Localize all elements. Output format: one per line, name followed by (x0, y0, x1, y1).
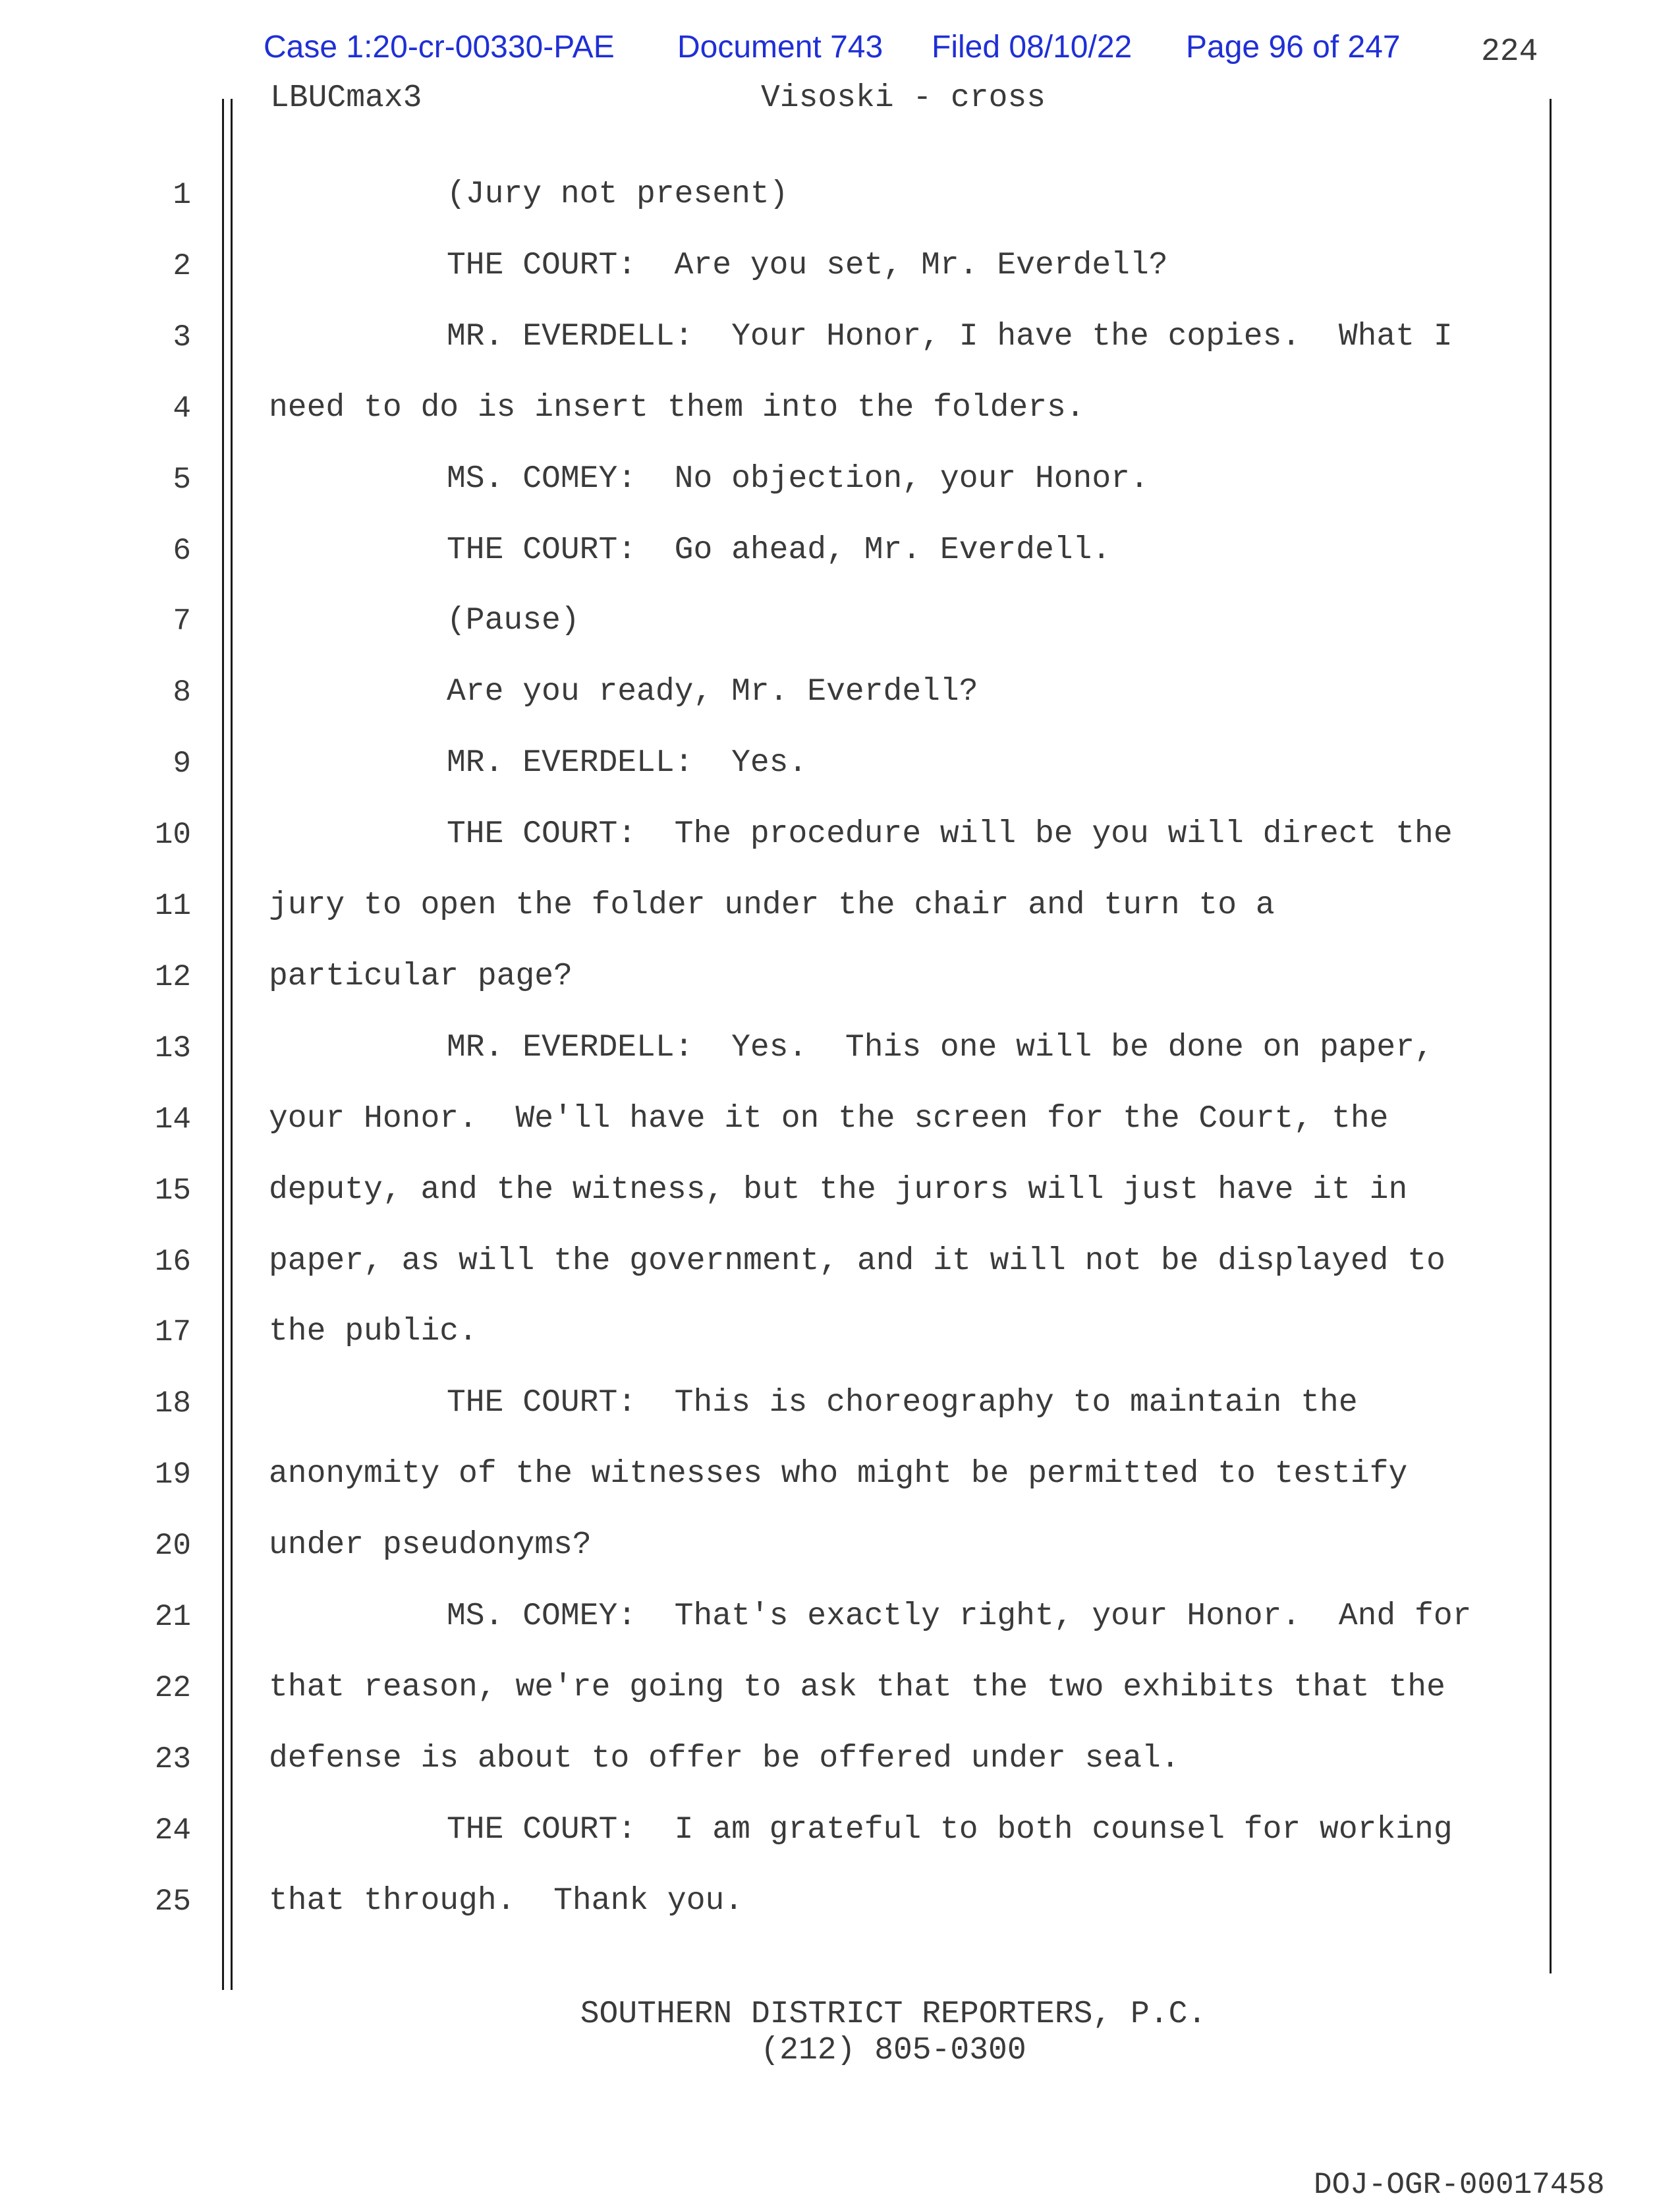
filed-date: Filed 08/10/22 (932, 30, 1133, 65)
line-number: 5 (173, 463, 191, 497)
transcript-line: THE COURT: Are you set, Mr. Everdell? (447, 248, 1168, 283)
line-number: 25 (154, 1885, 191, 1919)
line-number: 2 (173, 249, 191, 283)
line-number: 9 (173, 747, 191, 781)
line-number: 21 (154, 1600, 191, 1634)
footer-phone: (212) 805-0300 (760, 2033, 1026, 2068)
transcript-line: that reason, we're going to ask that the two exhibits that the (269, 1670, 1445, 1705)
transcript-line: jury to open the folder under the chair and turn to a (269, 888, 1275, 923)
bates-number: DOJ-OGR-00017458 (1314, 2168, 1605, 2202)
transcript-line: MR. EVERDELL: Yes. (447, 745, 808, 781)
transcript-line: that through. Thank you. (269, 1883, 744, 1919)
running-header-code: LBUCmax3 (270, 80, 422, 116)
line-number: 20 (154, 1529, 191, 1563)
transcript-line: MR. EVERDELL: Yes. This one will be done on paper, (447, 1030, 1434, 1065)
transcript-line: (Pause) (447, 603, 580, 638)
transcript-line: defense is about to offer be offered under seal. (269, 1741, 1180, 1776)
line-number: 6 (173, 534, 191, 568)
line-number: 8 (173, 675, 191, 710)
line-number: 4 (173, 391, 191, 426)
line-number: 16 (154, 1245, 191, 1279)
transcript-line: Are you ready, Mr. Everdell? (447, 674, 978, 710)
line-number: 19 (154, 1458, 191, 1492)
transcript-line: THE COURT: Go ahead, Mr. Everdell. (447, 532, 1111, 568)
line-number: 3 (173, 320, 191, 354)
transcript-line: under pseudonyms? (269, 1527, 592, 1563)
transcript-line: MS. COMEY: That's exactly right, your Honor. And for (447, 1599, 1472, 1634)
page-of-total: Page 96 of 247 (1186, 30, 1401, 65)
left-margin-rule-inner (231, 99, 233, 1990)
transcript-line: your Honor. We'll have it on the screen for the Court, the (269, 1101, 1389, 1137)
line-number: 13 (154, 1031, 191, 1065)
transcript-line: THE COURT: I am grateful to both counsel for working (447, 1812, 1453, 1848)
transcript-line: particular page? (269, 959, 573, 994)
transcript-line: need to do is insert them into the folders. (269, 390, 1085, 426)
line-number: 7 (173, 604, 191, 638)
transcript-line: MS. COMEY: No objection, your Honor. (447, 461, 1149, 497)
running-header-title: Visoski - cross (761, 80, 1046, 116)
line-number: 14 (154, 1102, 191, 1137)
document-number: Document 743 (677, 30, 883, 65)
line-number: 24 (154, 1813, 191, 1848)
line-number: 18 (154, 1386, 191, 1421)
transcript-line: the public. (269, 1314, 478, 1349)
line-number: 10 (154, 818, 191, 852)
case-number: Case 1:20-cr-00330-PAE (264, 30, 615, 65)
line-number: 17 (154, 1315, 191, 1349)
left-margin-rule-outer (222, 99, 224, 1990)
line-number: 11 (154, 889, 191, 923)
right-margin-rule (1550, 99, 1552, 1973)
transcript-line: THE COURT: This is choreography to maintain the (447, 1385, 1358, 1421)
transcript-line: (Jury not present) (447, 177, 789, 212)
line-number: 12 (154, 960, 191, 994)
transcript-line: THE COURT: The procedure will be you will direct the (447, 816, 1453, 852)
line-number: 15 (154, 1174, 191, 1208)
line-number: 22 (154, 1671, 191, 1705)
line-number: 1 (173, 178, 191, 212)
transcript-line: MR. EVERDELL: Your Honor, I have the copies. What I (447, 319, 1453, 354)
transcript-page-number: 224 (1481, 34, 1538, 70)
transcript-line: deputy, and the witness, but the jurors will just have it in (269, 1172, 1408, 1208)
transcript-line: paper, as will the government, and it will not be displayed to (269, 1243, 1445, 1279)
transcript-line: anonymity of the witnesses who might be permitted to testify (269, 1456, 1408, 1492)
footer-company: SOUTHERN DISTRICT REPORTERS, P.C. (580, 1997, 1207, 2032)
line-number: 23 (154, 1742, 191, 1776)
